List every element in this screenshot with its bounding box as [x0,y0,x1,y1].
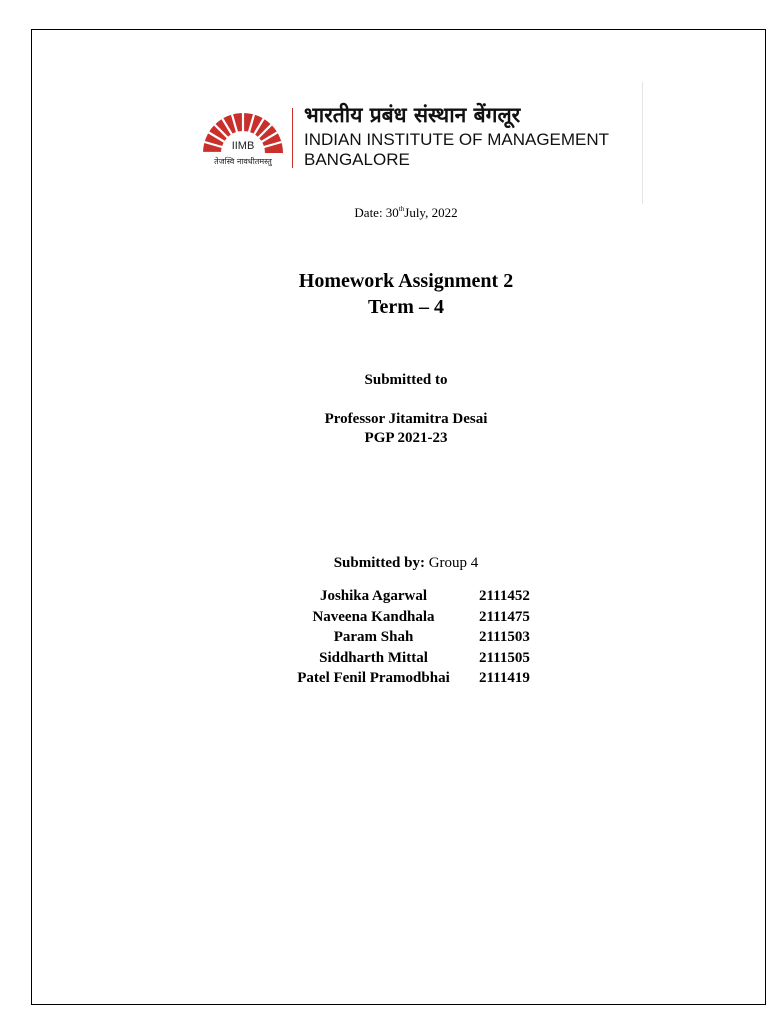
logo-divider [292,108,293,168]
member-id: 2111505 [479,649,530,666]
table-row [268,648,530,669]
submitted-by-label: Submitted by: [333,555,429,571]
program-name: PGP 2021-23 [364,430,448,446]
institute-hindi-name: भारतीय प्रबंध संस्थान बेंगलूर [304,103,521,127]
member-id: 2111503 [479,629,530,645]
document-page [31,29,766,1005]
member-id: 2111419 [479,670,530,686]
logo-text: IIMB [231,140,255,152]
member-id: 2111452 [479,588,530,604]
member-name: Patel Fenil Pramodbhai [297,670,450,686]
member-name: Naveena Kandhala [312,608,435,625]
table-row [268,586,530,607]
member-name: Siddharth Mittal [319,649,428,666]
header-rule [642,82,643,204]
professor-name: Professor Jitamitra Desai [324,411,488,427]
institute-name-line2: BANGALORE [304,150,410,169]
date-prefix: Date: 30 [354,205,399,220]
submitted-by-line [0,555,768,572]
member-name: Joshika Agarwal [319,588,428,604]
group-name: Group 4 [428,555,479,571]
logo-motto: तेजस्वि नावधीतमस्तु [214,157,272,166]
members-table [268,586,530,689]
iimb-logo [195,103,291,173]
date-ordinal: th [398,205,405,213]
member-id: 2111475 [479,608,530,625]
page-title: Homework Assignment 2 [298,270,514,292]
date-rest: July, 2022 [404,205,458,220]
member-name: Param Shah [333,629,414,645]
iimb-emblem-icon [195,103,291,157]
submitted-to-label: Submitted to [364,372,448,388]
table-row [268,627,530,648]
table-row [268,607,530,628]
table-row [268,668,530,689]
date-line [0,205,768,221]
institute-name-line1: INDIAN INSTITUTE OF MANAGEMENT [304,130,610,149]
page-subtitle: Term – 4 [368,296,444,318]
